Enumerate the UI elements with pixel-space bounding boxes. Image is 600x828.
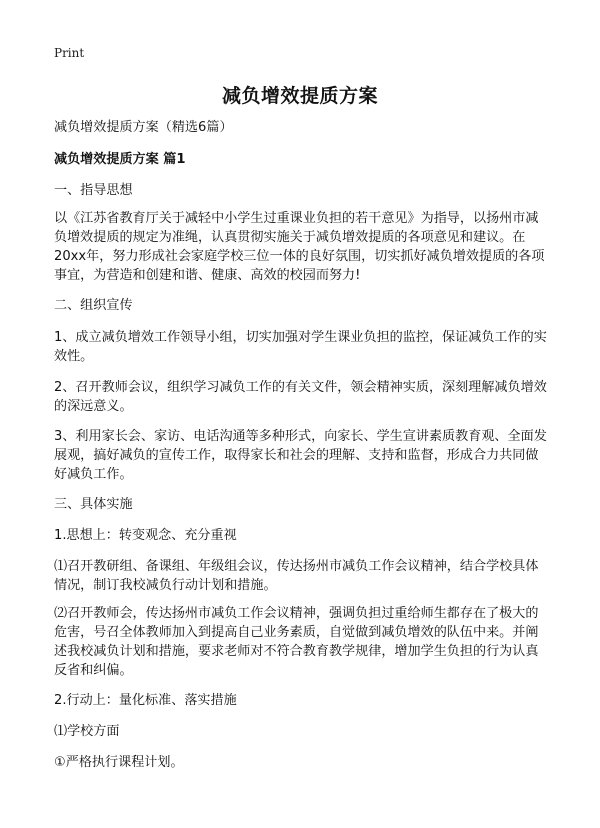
paragraph-guiding-principle: 以《江苏省教育厅关于减轻中小学生过重课业负担的若干意见》为指导，以扬州市减负增效提质的规定为准绳，认真贯彻实施关于减负增效提质的各项意见和建议。在20xx年，努力形成社会家庭学校三位一体的良好氛围，切实抓好减负增效提质的各项事宜，为营造和创建和谐、健康、高效的校园而努力! [54,211,545,283]
section-heading-implementation: 三、具体实施 [54,497,133,512]
list-item-curriculum: ①严格执行课程计划。 [54,755,184,770]
paragraph-item: 2、召开教师会议，组织学习减负工作的有关文件，领会精神实质，深刻理解减负增效的深远意义。 [54,380,547,414]
subsection-heading-thinking: 1.思想上：转变观念、充分重视 [54,528,237,543]
paragraph-item: ⑵召开教师会，传达扬州市减负工作会议精神，强调负担过重给师生都存在了极大的危害，号召全体教师加入到提高自己业务素质，自觉做到减负增效的队伍中来。并阐述我校减负计划和措施，要求老师对不符合教育教学规律，增加学生负担的行为认真反省和纠偏。 [54,606,539,678]
print-label: Print [54,46,85,60]
document-title: 减负增效提质方案 [221,85,378,107]
section-heading-guiding-principle: 一、指导思想 [54,183,133,198]
section-heading-organization: 二、组织宣传 [54,298,133,313]
paragraph-item: 1、成立减负增效工作领导小组，切实加强对学生课业负担的监控，保证减负工作的实效性。 [54,330,547,364]
subsection-heading-action: 2.行动上：量化标准、落实措施 [54,693,237,708]
list-item-school-side: ⑴学校方面 [54,724,120,739]
paragraph-item: 3、利用家长会、家访、电话沟通等多种形式，向家长、学生宣讲素质教育观、全面发展观，搞好减负的宣传工作，取得家长和社会的理解、支持和监督，形成合力共同做好减负工作。 [54,429,547,482]
document-subtitle: 减负增效提质方案（精选6篇） [54,120,233,135]
paragraph-item: ⑴召开教研组、备课组、年级组会议，传达扬州市减负工作会议精神，结合学校具体情况，制订我校减负行动计划和措施。 [54,559,539,593]
article-heading: 减负增效提质方案 篇1 [54,152,186,167]
